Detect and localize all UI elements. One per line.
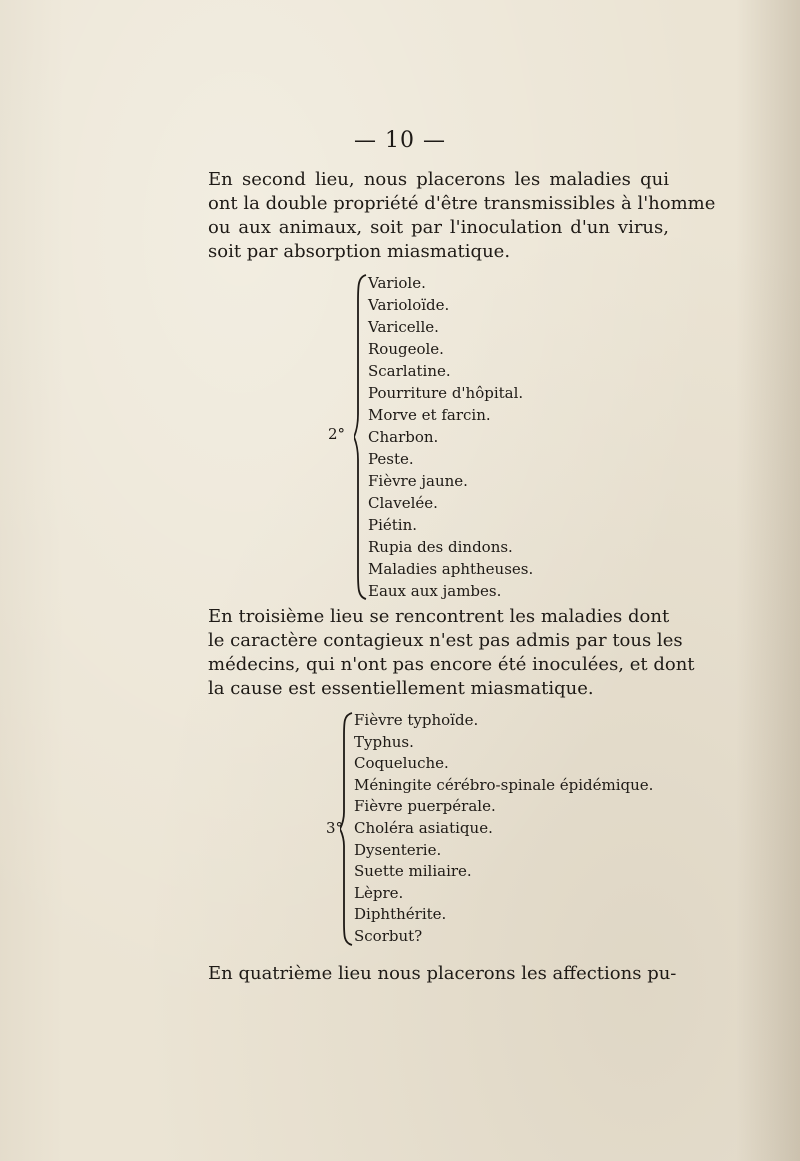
paragraph-third <box>208 605 695 701</box>
list-item: Eaux aux jambes. <box>368 582 502 600</box>
list-item: Charbon. <box>368 428 439 446</box>
list-item: Coqueluche. <box>354 754 449 773</box>
list-item: Morve et farcin. <box>368 406 491 424</box>
list-item: Diphthérite. <box>354 905 447 924</box>
page-number: — 10 — <box>354 128 446 153</box>
paragraph-line: médecins, qui n'ont pas encore été inoculées, et dont <box>208 654 695 675</box>
list-item: Typhus. <box>354 732 414 751</box>
list-item: Fièvre jaune. <box>368 472 468 490</box>
disease-list <box>368 272 533 602</box>
list-item: Rougeole. <box>368 340 444 358</box>
list-item: Méningite cérébro-spinale épidémique. <box>354 775 654 794</box>
curly-brace-icon <box>354 274 368 600</box>
list-item: Piétin. <box>368 516 418 534</box>
list-item: Variole. <box>368 274 426 292</box>
list-item: Clavelée. <box>368 494 438 512</box>
list-item: Pourriture d'hôpital. <box>368 384 524 402</box>
list-ordinal: 2° <box>328 425 346 443</box>
list-item: Dysenterie. <box>354 840 442 859</box>
list-item: Scorbut? <box>354 926 423 945</box>
paragraph-second <box>208 168 716 264</box>
paragraph-line: le caractère contagieux n'est pas admis par tous les <box>208 630 683 651</box>
list-item: Rupia des dindons. <box>368 538 513 556</box>
list-item: Fièvre puerpérale. <box>354 797 496 816</box>
list-item: Scarlatine. <box>368 362 451 380</box>
paragraph-line: soit par absorption miasmatique. <box>208 241 511 262</box>
list-item: Maladies aphtheuses. <box>368 560 534 578</box>
paragraph-line: En second lieu, nous placerons les maladies qui <box>208 169 669 190</box>
paragraph-fourth <box>208 962 677 986</box>
list-item: Lèpre. <box>354 883 404 902</box>
list-ordinal: 3° <box>326 819 344 837</box>
list-item: Peste. <box>368 450 414 468</box>
paragraph-line: la cause est essentiellement miasmatique. <box>208 678 594 699</box>
list-item: Varicelle. <box>368 318 439 336</box>
paragraph-line: ou aux animaux, soit par l'inoculation d'un virus, <box>208 217 669 238</box>
curly-brace-icon <box>340 712 354 946</box>
paragraph-line: En troisième lieu se rencontrent les maladies dont <box>208 606 670 627</box>
list-item: Varioloïde. <box>368 296 450 314</box>
list-item: Choléra asiatique. <box>354 818 493 837</box>
paragraph-line: ont la double propriété d'être transmissibles à l'homme <box>208 193 716 214</box>
paragraph-line: En quatrième lieu nous placerons les affections pu- <box>208 963 677 984</box>
list-item: Fièvre typhoïde. <box>354 711 479 729</box>
disease-list <box>354 710 653 948</box>
list-item: Suette miliaire. <box>354 862 472 881</box>
